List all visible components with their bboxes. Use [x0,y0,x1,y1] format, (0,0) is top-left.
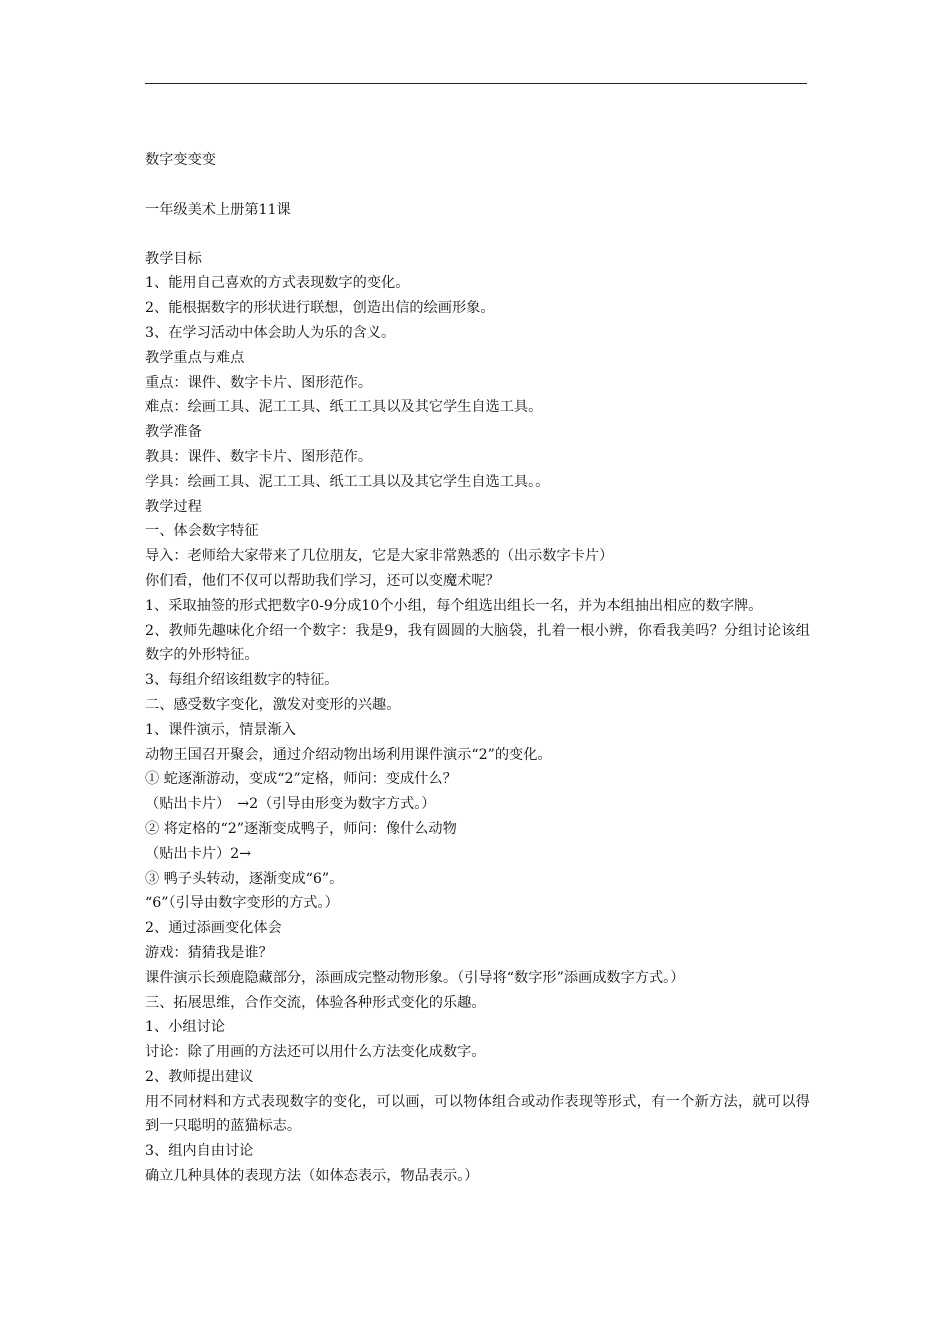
section-heading: 教学准备 [145,424,202,441]
paragraph-line: 导入：老师给大家带来了几位朋友，它是大家非常熟悉的（出示数字卡片） [145,548,614,565]
paragraph-line: 课件演示长颈鹿隐藏部分，添画成完整动物形象。（引导将“数字形”添画成数字方式。） [145,969,685,986]
paragraph-line: 你们看，他们不仅可以帮助我们学习，还可以变魔术呢？ [145,572,500,589]
paragraph-line: 1、课件演示，情景渐入 [145,721,296,738]
paragraph-line: 教具：课件、数字卡片、图形范作。 [145,448,373,465]
paragraph-line: 2、能根据数字的形状进行联想，创造出信的绘画形象。 [145,300,495,317]
paragraph-line: 3、每组介绍该组数字的特征。 [145,672,339,689]
paragraph-wrapped: 用不同材料和方式表现数字的变化，可以画，可以物体组合或动作表现等形式，有一个新方法，就可以得到一只聪明的蓝猫标志。 [145,1093,810,1135]
section-heading: 教学重点与难点 [145,349,245,366]
document-title: 数字变变变 [145,152,216,168]
paragraph-line: 2、教师提出建议 [145,1068,254,1085]
paragraph-line: 讨论：除了用画的方法还可以用什么方法变化成数字。 [145,1044,486,1061]
paragraph-line: 2、通过添画变化体会 [145,920,282,937]
paragraph-line: 一、体会数字特征 [145,523,259,540]
header-rule [145,83,807,84]
paragraph-line: ③ 鸭子头转动，逐渐变成“6”。 [145,870,344,887]
paragraph-line: “6”（引导由数字变形的方式。） [145,895,339,912]
paragraph-wrapped: 2、教师先趣味化介绍一个数字：我是9，我有圆圆的大脑袋，扎着一根小辨，你看我美吗？分组讨论该组数字的外形特征。 [145,622,810,664]
paragraph-line: 难点：绘画工具、泥工工具、纸工工具以及其它学生自选工具。 [145,399,543,416]
paragraph-wrapped: 1、采取抽签的形式把数字0-9分成10个小组，每个组选出组长一名，并为本组抽出相应的数字牌。 [145,597,763,614]
document-body [145,148,810,1189]
paragraph-line: （贴出卡片）2→ [145,845,252,862]
paragraph-line: 3、组内自由讨论 [145,1143,254,1160]
paragraph-line: 3、在学习活动中体会助人为乐的含义。 [145,324,396,341]
paragraph-line: 重点：课件、数字卡片、图形范作。 [145,374,373,391]
paragraph-line: 1、能用自己喜欢的方式表现数字的变化。 [145,275,410,292]
paragraph-line: ② 将定格的“2”逐渐变成鸭子，师问：像什么动物 [145,820,457,837]
paragraph-line: ① 蛇逐渐游动，变成“2”定格，师问：变成什么？ [145,771,457,788]
paragraph-line: 三、拓展思维，合作交流，体验各种形式变化的乐趣。 [145,994,486,1011]
document-subtitle: 一年级美术上册第11课 [145,201,291,218]
paragraph-line: 确立几种具体的表现方法（如体态表示，物品表示。） [145,1168,479,1185]
paragraph-line: （贴出卡片） →2（引导由形变为数字方式。） [145,796,436,813]
paragraph-line: 1、小组讨论 [145,1019,225,1036]
paragraph-line: 游戏：猜猜我是谁？ [145,944,273,961]
section-heading: 教学目标 [145,250,202,267]
paragraph-line: 学具：绘画工具、泥工工具、纸工工具以及其它学生自选工具。。 [145,473,550,490]
paragraph-line: 二、感受数字变化，激发对变形的兴趣。 [145,696,401,713]
section-heading: 教学过程 [145,498,202,515]
paragraph-line: 动物王国召开聚会，通过介绍动物出场利用课件演示“2”的变化。 [145,746,552,763]
